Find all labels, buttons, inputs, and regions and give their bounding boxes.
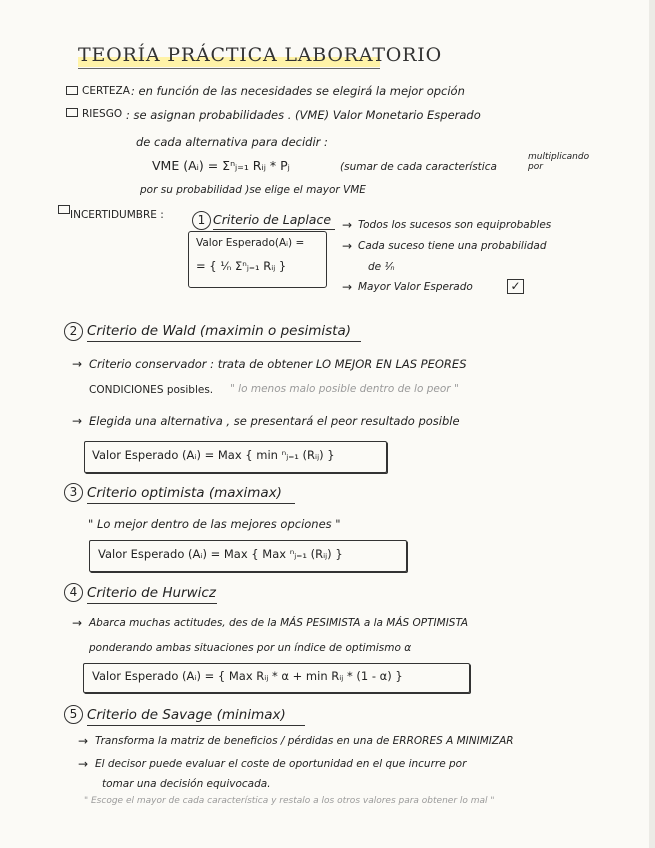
riesgo-line3: por su probabilidad )se elige el mayor VME [140, 184, 366, 196]
savage-bullet1: Transforma la matriz de beneficios / pérdidas en una de ERRORES A MINIMIZAR [95, 735, 514, 747]
page-edge [649, 0, 655, 848]
wald-bullet1-quote: " lo menos malo posible dentro de lo peor " [230, 383, 459, 395]
hurwicz-formula: Valor Esperado (Aᵢ) = { Max Rᵢⱼ * α + min Rᵢⱼ * (1 - α) } [92, 669, 403, 683]
arrow-icon: → [78, 757, 89, 771]
riesgo-line1: : se asignan probabilidades . (VME) Valor Monetario Esperado [126, 108, 481, 122]
vme-formula-note: (sumar de cada característica [340, 161, 497, 173]
savage-bullet2b: tomar una decisión equivocada. [102, 778, 271, 790]
laplace-number: 1 [192, 211, 211, 230]
savage-number: 5 [64, 705, 83, 724]
certeza-text: : en función de las necesidades se elegirá la mejor opción [131, 84, 465, 98]
laplace-bullet2b: de ¹⁄ₙ [368, 261, 395, 273]
optimista-number: 3 [64, 483, 83, 502]
checkmark-icon: ✓ [507, 279, 524, 294]
title-underline [78, 68, 380, 69]
incertidumbre-label: INCERTIDUMBRE : [70, 209, 164, 221]
arrow-icon: → [78, 734, 89, 748]
hurwicz-bullet1b: ponderando ambas situaciones por un índice de optimismo α [89, 642, 412, 654]
optimista-underline [87, 503, 295, 504]
wald-bullet1: Criterio conservador : trata de obtener LO MEJOR EN LAS PEORES [89, 357, 467, 371]
hurwicz-bullet1: Abarca muchas actitudes, des de la MÁS PESIMISTA a la MÁS OPTIMISTA [89, 617, 469, 629]
optimista-formula: Valor Esperado (Aᵢ) = Max { Max ⁿⱼ₌₁ (Rᵢⱼ) } [98, 547, 343, 561]
riesgo-label: RIESGO [82, 108, 123, 120]
savage-bullet2: El decisor puede evaluar el coste de oportunidad en el que incurre por [95, 758, 467, 770]
arrow-icon: → [72, 357, 83, 371]
certeza-label: CERTEZA [82, 85, 130, 97]
checkbox-certeza [66, 86, 78, 95]
arrow-icon: → [72, 616, 83, 630]
savage-underline [87, 725, 305, 726]
riesgo-line2: de cada alternativa para decidir : [136, 135, 328, 149]
savage-title: Criterio de Savage (minimax) [87, 707, 286, 723]
laplace-bullet2: Cada suceso tiene una probabilidad [358, 240, 547, 252]
page-title: TEORÍA PRÁCTICA LABORATORIO [78, 44, 442, 66]
hurwicz-number: 4 [64, 583, 83, 602]
checkbox-incertidumbre [58, 205, 70, 214]
laplace-title: Criterio de Laplace [213, 212, 332, 227]
laplace-box-line1: Valor Esperado(Aᵢ) = [196, 237, 305, 249]
optimista-quote: " Lo mejor dentro de las mejores opciones " [88, 517, 341, 531]
wald-number: 2 [64, 322, 83, 341]
laplace-underline [213, 229, 335, 230]
wald-bullet1b: CONDICIONES posibles. [89, 384, 214, 396]
laplace-box-line2: = { ¹⁄ₙ Σⁿⱼ₌₁ Rᵢⱼ } [196, 259, 287, 273]
arrow-icon: → [342, 218, 353, 232]
wald-formula: Valor Esperado (Aᵢ) = Max { min ⁿⱼ₌₁ (Rᵢⱼ) } [92, 448, 335, 462]
laplace-bullet3: Mayor Valor Esperado [358, 281, 473, 293]
vme-formula-note2: multiplicando por [528, 152, 590, 172]
optimista-title: Criterio optimista (maximax) [87, 485, 282, 501]
wald-title: Criterio de Wald (maximin o pesimista) [87, 323, 351, 339]
arrow-icon: → [342, 239, 353, 253]
vme-formula: VME (Aᵢ) = Σⁿⱼ₌₁ Rᵢⱼ * Pⱼ [152, 158, 290, 173]
laplace-bullet1: Todos los sucesos son equiprobables [358, 219, 552, 231]
hurwicz-underline [87, 603, 217, 604]
savage-quote: " Escoge el mayor de cada característica y restalo a los otros valores para obtener lo mal " [84, 796, 495, 806]
hurwicz-title: Criterio de Hurwicz [87, 585, 216, 601]
arrow-icon: → [72, 414, 83, 428]
arrow-icon: → [342, 280, 353, 294]
wald-bullet2: Elegida una alternativa , se presentará el peor resultado posible [89, 414, 460, 428]
checkbox-riesgo [66, 108, 78, 117]
wald-underline [87, 341, 361, 342]
